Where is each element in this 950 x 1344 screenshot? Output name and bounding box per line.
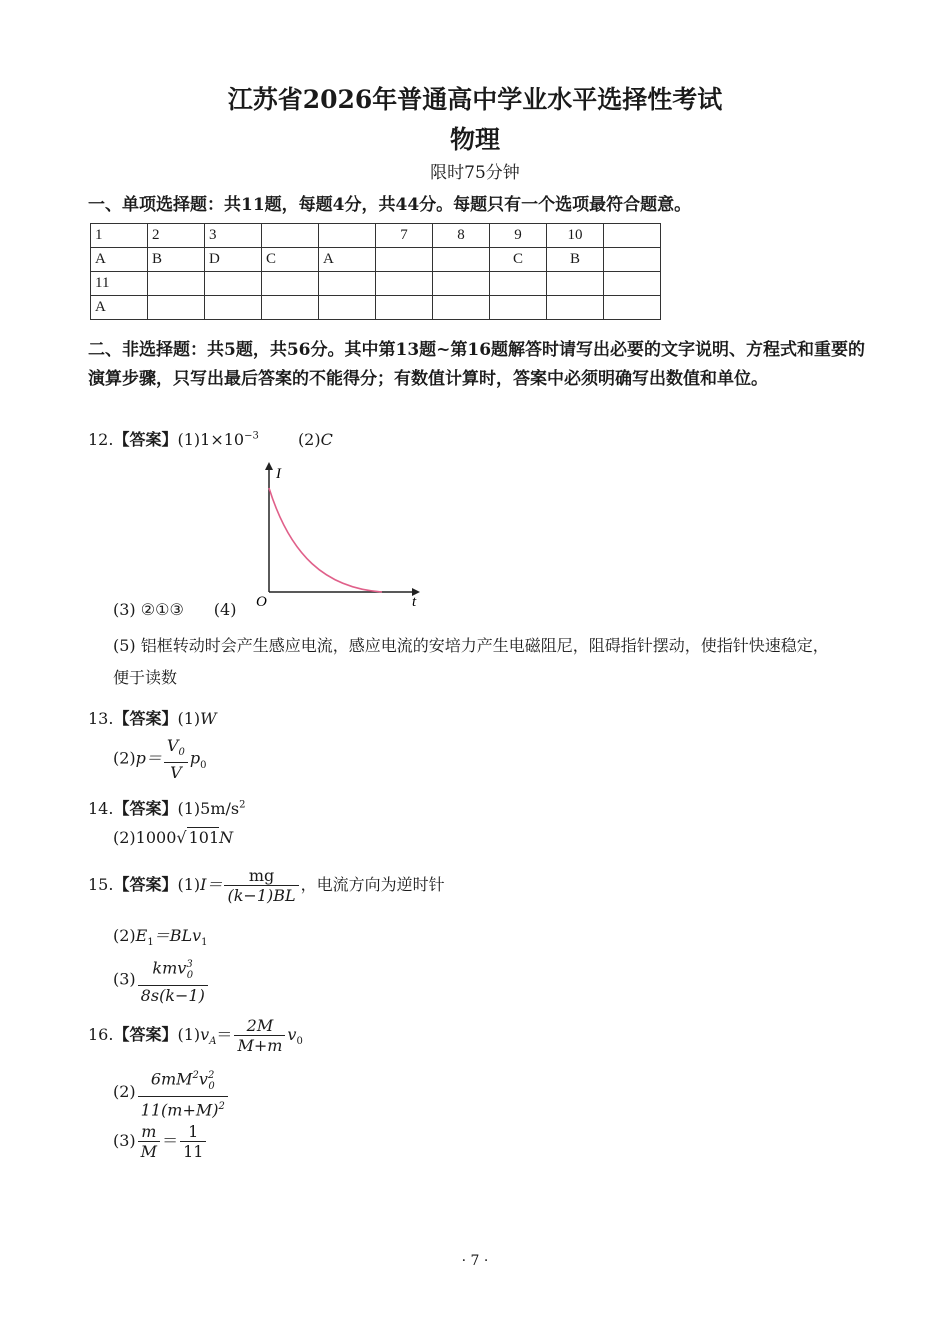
table-cell [376,296,433,320]
table-cell [547,272,604,296]
sqrt-sign: √ [176,828,187,847]
symbol: E [135,926,148,945]
part-label: (2) [297,430,321,449]
numerator-v: v [198,1069,208,1089]
table-cell [148,296,205,320]
exponent: 2 [207,1070,215,1081]
table-cell [319,224,376,248]
denominator: (k−1)BL [227,886,296,905]
fraction [180,1122,206,1161]
table-cell: C [490,248,547,272]
x-axis-label: t [412,594,417,610]
q14-answer-1: 5m/s [200,799,240,818]
y-axis-label: I [276,466,281,482]
exponent: 2 [192,1070,199,1081]
subject-title: 物理 [449,125,500,154]
exponent: 3 [186,959,193,970]
symbol: v [287,1025,297,1044]
denominator: 11 [183,1142,204,1161]
q14-answer-2: 1000 [135,828,177,847]
table-cell [148,272,205,296]
numerator: m [138,1122,160,1142]
part-label: (1) [177,799,201,818]
q12-line6: 便于读数 [113,668,178,687]
origin-label: O [256,594,267,610]
table-cell [604,296,661,320]
q15-line3 [113,955,210,1005]
fraction [234,1016,285,1055]
formula-lhs: I＝ [200,875,223,894]
table-cell [433,272,490,296]
denominator: 8s(k−1) [140,985,205,1005]
exam-title: 江苏省2026年普通高中学业水平选择性考试 [227,85,723,114]
q12-answer-3: (3) ②①③ [113,600,184,619]
q16-line3 [113,1122,208,1161]
page-number: · 7 · [461,1253,489,1269]
table-row [91,224,661,248]
part-label: (2) [113,926,136,945]
table-cell: 2 [148,224,205,248]
question-number: 14. [88,799,114,818]
table-cell [319,296,376,320]
table-cell: 7 [376,224,433,248]
fraction [224,866,298,905]
subscript: 0 [208,1080,215,1092]
q16-line1 [88,1016,303,1055]
question-number: 15. [88,875,114,894]
table-cell [205,272,262,296]
table-cell [262,296,319,320]
unit: N [219,828,234,847]
table-cell: B [148,248,205,272]
q15-line1 [88,866,445,905]
part-label: (3) [113,1131,136,1150]
formula-rhs: p [189,748,201,768]
q14-line2 [113,828,233,847]
table-row [91,296,661,320]
exponent: −3 [244,430,259,442]
part-label: (2) [113,828,136,847]
answer-tag: 【答案】 [113,875,178,894]
fraction [138,955,208,1005]
subscript: 0 [178,747,185,759]
decay-curve [269,488,382,592]
numerator: kmv [152,958,187,978]
table-cell [490,296,547,320]
equals-sign: ＝ [216,1025,233,1044]
denominator: 11(m+M) [140,1099,219,1119]
question-number: 13. [88,709,114,728]
sqrt-radicand: 101 [188,828,220,847]
part-label: (1) [177,875,201,894]
q15-line2 [113,923,208,948]
table-cell [433,296,490,320]
table-cell [604,248,661,272]
table-cell [604,272,661,296]
table-cell [547,296,604,320]
symbol: v [200,1025,210,1044]
part-label: (1) [177,1025,201,1044]
numerator: 6mM [150,1069,193,1089]
fraction [164,736,188,782]
table-cell: A [91,248,148,272]
table-cell: A [319,248,376,272]
table-cell: B [547,248,604,272]
table-row [91,272,661,296]
question-number: 16. [88,1025,114,1044]
q13-line1 [88,706,217,729]
numerator: 1 [180,1122,206,1142]
q12-answer-1: 1×10 [200,430,245,449]
table-cell: 11 [91,272,148,296]
answer-tag: 【答案】 [113,799,178,818]
table-cell: 10 [547,224,604,248]
time-limit: 限时75分钟 [430,163,520,183]
table-cell [376,248,433,272]
exponent: 2 [218,1100,225,1112]
denominator: M [140,1142,158,1161]
numerator: V [166,736,179,755]
numerator: 2M [234,1016,285,1036]
table-cell [490,272,547,296]
part-label: (1) [177,709,201,728]
table-cell [433,248,490,272]
subscript: A [209,1036,217,1048]
subscript: 0 [296,1036,303,1048]
subscript: 0 [200,759,207,771]
fraction [138,1066,228,1119]
answer-tag: 【答案】 [113,430,178,449]
q12-answer-2: C [320,430,333,449]
subscript: 1 [147,937,154,949]
subscript: 1 [201,937,208,949]
table-cell [262,272,319,296]
q12-line5: (5) 铝框转动时会产生感应电流，感应电流的安培力产生电磁阻尼，阻碍指针摆动，使指针快速稳定， [113,636,829,655]
exponent: 2 [239,799,246,811]
equals-sign: ＝ [162,1131,179,1150]
table-cell: 9 [490,224,547,248]
q16-line2 [113,1066,230,1119]
table-cell [319,272,376,296]
q12-line1 [88,427,333,450]
q13-answer-1: W [200,709,217,728]
denominator: M+m [237,1036,283,1055]
formula-lhs: p＝ [135,748,162,768]
section1-heading: 一、单项选择题：共11题，每题4分，共44分。每题只有一个选项最符合题意。 [88,195,692,215]
table-cell: C [262,248,319,272]
table-cell: 3 [205,224,262,248]
q12-current-graph [250,460,430,610]
table-cell: 8 [433,224,490,248]
q13-line2 [113,736,206,782]
part-label: (2) [113,748,136,768]
table-row [91,248,661,272]
table-cell [262,224,319,248]
table-cell [376,272,433,296]
table-cell [205,296,262,320]
q14-line1 [88,796,245,819]
table-cell: 1 [91,224,148,248]
part-label: (2) [113,1081,136,1101]
subscript: 0 [186,969,194,981]
q12-line3 [113,600,236,619]
formula-rhs: ＝BLv [153,926,202,945]
table-cell [604,224,661,248]
table-cell: D [205,248,262,272]
denominator: V [170,763,182,783]
answer-tag: 【答案】 [113,1025,178,1044]
answer-table [90,223,661,320]
numerator: mg [224,866,298,886]
answer-tag: 【答案】 [113,709,178,728]
part-label: (1) [177,430,201,449]
table-cell: A [91,296,148,320]
fraction [138,1122,160,1161]
section2-heading: 二、非选择题：共5题，共56分。其中第13题~第16题解答时请写出必要的文字说明、方程式和重要的演算步骤，只写出最后答案的不能得分；有数值计算时，答案中必须明确写出数值和单位。 [88,340,866,389]
q12-answer-4: (4) [213,600,237,619]
q15-direction: ，电流方向为逆时针 [300,875,445,894]
part-label: (3) [113,969,136,989]
question-number: 12. [88,430,114,449]
